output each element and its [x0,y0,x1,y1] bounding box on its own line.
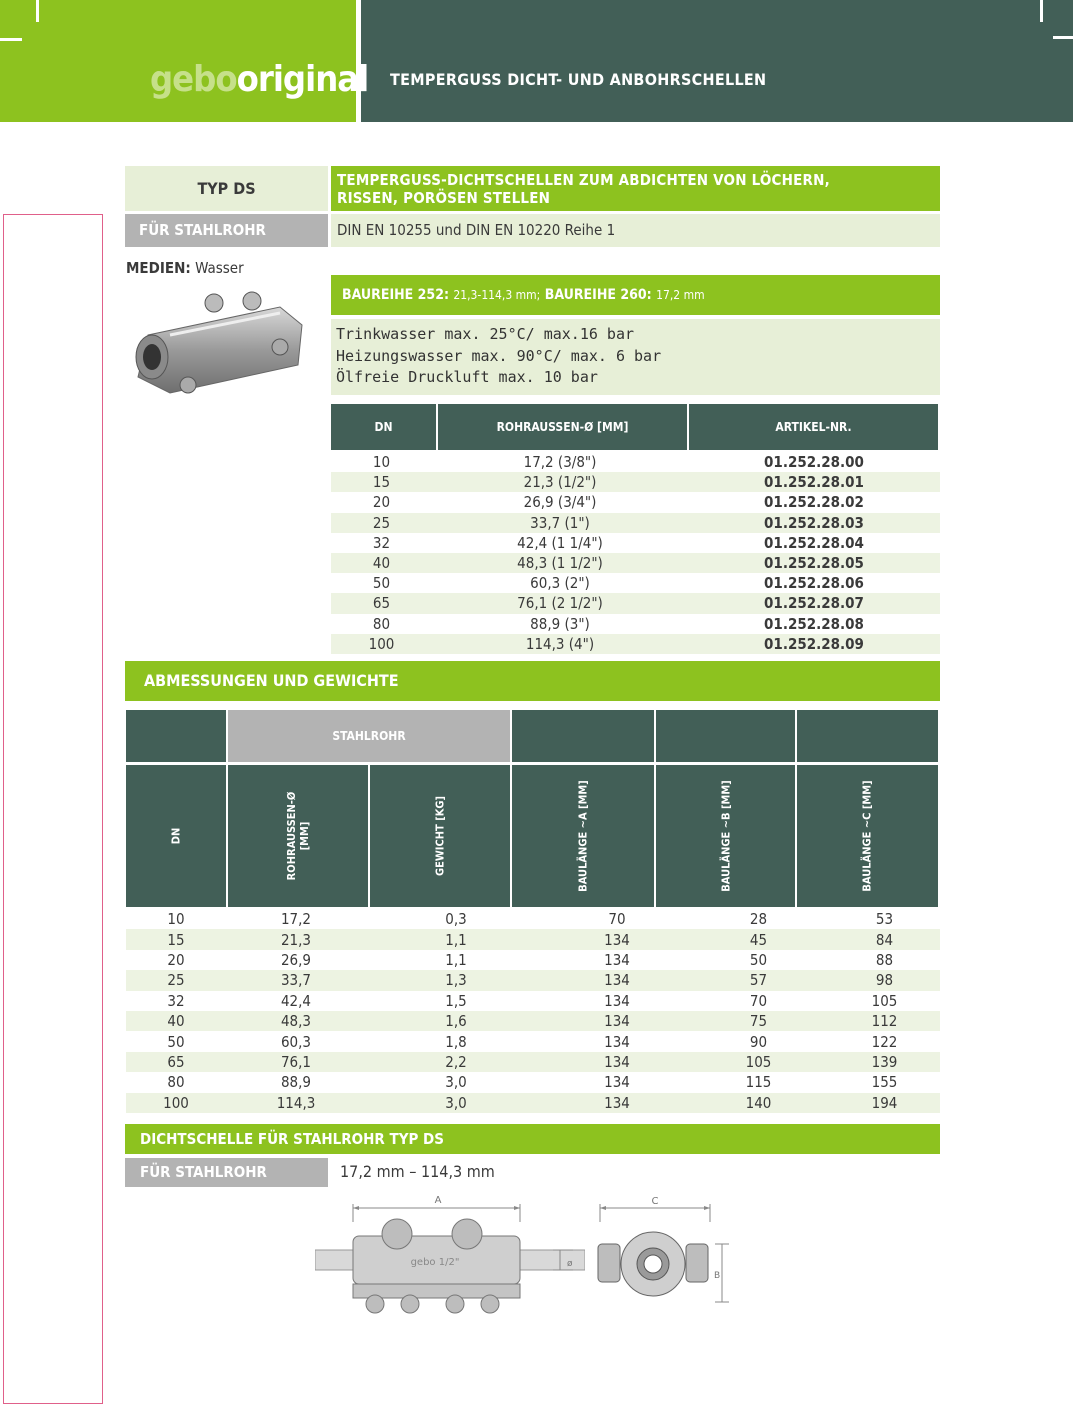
table-row [126,1052,940,1072]
cell-length-c: 194 [829,1093,940,1113]
table-row [126,1093,940,1113]
cell-diameter: 42,4 [280,991,312,1010]
table-row [331,492,940,512]
cell-diameter: 26,9 (3/4") [523,493,597,512]
cell-article: 01.252.28.09 [688,634,940,654]
th-dn: DN [331,404,436,450]
label-a: A [434,1195,442,1206]
cell-length-a: 134 [604,1032,630,1051]
cell-diameter: 76,1 (2 1/2") [432,593,688,613]
cell-weight: 1,3 [366,970,546,990]
logo: gebooriginal [150,59,369,100]
cell-article: 01.252.28.03 [688,513,940,533]
cell-dn: 40 [331,553,432,573]
cell-weight: 3,0 [445,1073,467,1092]
table-row [126,991,940,1011]
cell-dn: 65 [126,1052,226,1072]
cell-length-a: 134 [604,950,630,969]
cell-dn: 50 [372,574,391,593]
cell-length-c: 105 [871,991,898,1010]
th-diameter-cell [228,765,368,907]
th-length-c-cell [797,765,938,907]
th-weight-cell [370,765,510,907]
table-row [331,593,940,613]
table-row [331,513,940,533]
cell-diameter: 60,3 [280,1032,312,1051]
series-label-252: BAUREIHE 252: [342,287,449,303]
th-group-empty [656,710,795,762]
cell-article: 01.252.28.08 [764,614,864,633]
cell-dn: 10 [372,453,391,472]
table-row [126,909,940,929]
drawing-range: 17,2 mm – 114,3 mm [340,1162,495,1181]
label-diameter: ø [567,1259,573,1269]
cell-length-c: 155 [871,1073,898,1092]
clamp-photo [130,285,305,400]
cell-diameter: 60,3 (2") [530,574,590,593]
table-row [331,553,940,573]
cell-dn: 25 [126,970,226,990]
cell-length-b: 140 [688,1093,829,1113]
cell-weight: 3,0 [366,1093,546,1113]
cell-length-c: 112 [829,1011,940,1031]
cell-dn: 40 [126,1011,226,1031]
cell-length-b: 75 [688,1011,829,1031]
cell-article: 01.252.28.01 [688,472,940,492]
label-c: C [651,1196,659,1207]
cell-diameter: 114,3 [226,1093,366,1113]
cell-length-b: 90 [749,1032,768,1051]
product-headline-line1: TEMPERGUSS-DICHTSCHELLEN ZUM ABDICHTEN VON LÖCHERN, [337,171,830,189]
cell-length-c: 122 [871,1032,898,1051]
cell-dn: 10 [167,910,185,929]
crop-mark [36,0,39,22]
cell-diameter: 42,4 (1 1/4") [517,533,603,552]
cell-diameter: 33,7 [226,970,366,990]
usage-line: Trinkwasser max. 25°C/ max.16 bar [336,325,635,343]
side-view-drawing [315,1192,585,1332]
medien-label: MEDIEN: [126,259,191,277]
stamp-text: gebo 1/2" [410,1257,460,1268]
cell-dn: 80 [372,614,391,633]
th-group-empty [126,710,226,762]
cell-weight: 1,1 [445,950,467,969]
series-label-260: BAUREIHE 260: [544,287,652,303]
cell-weight: 1,5 [445,991,467,1010]
cell-dn: 100 [126,1093,226,1113]
cell-diameter: 17,2 (3/8") [523,453,597,472]
th-dim-length-c: BAULÄNGE ~C [MM] [860,780,874,892]
medien-value: Wasser [195,259,244,277]
cell-length-a: 134 [546,970,688,990]
drawing-for-label: FÜR STAHLROHR [125,1158,328,1187]
cell-length-c: 84 [829,929,940,949]
table-row [126,1031,940,1051]
th-article-no: ARTIKEL-NR. [689,404,938,450]
table-row [331,533,940,553]
usage-line: Heizungswasser max. 90°C/ max. 6 bar [336,346,662,365]
margin-frame [3,214,103,1404]
cell-weight: 0,3 [445,910,467,929]
cell-length-a: 70 [608,910,626,929]
cell-weight: 2,2 [366,1052,546,1072]
standard-text: DIN EN 10255 und DIN EN 10220 Reihe 1 [331,214,940,247]
cell-diameter: 21,3 (1/2") [432,472,688,492]
dimensions-title: ABMESSUNGEN UND GEWICHTE [125,661,940,701]
cell-article: 01.252.28.06 [764,574,864,593]
cell-dn: 15 [126,929,226,949]
cell-diameter: 76,1 [226,1052,366,1072]
table-row [331,614,940,634]
crop-mark [0,38,22,41]
article-table [331,452,940,654]
type-label: TYP DS [125,166,328,211]
product-headline [331,166,940,211]
cell-length-c: 139 [829,1052,940,1072]
cell-dn: 25 [331,513,432,533]
product-headline-line2: RISSEN, PORÖSEN STELLEN [337,189,551,207]
cell-article: 01.252.28.02 [764,493,864,512]
cell-length-a: 134 [546,1052,688,1072]
label-b: B [714,1271,721,1281]
cell-length-b: 115 [745,1073,772,1092]
cell-diameter: 33,7 (1") [432,513,688,533]
th-dim-length-a: BAULÄNGE ~A [MM] [576,780,590,892]
cell-length-b: 45 [688,929,829,949]
table-row [126,929,940,949]
cell-length-b: 70 [749,991,768,1010]
drawing-title: DICHTSCHELLE FÜR STAHLROHR TYP DS [125,1124,940,1154]
cell-dn: 15 [331,472,432,492]
cell-length-c: 53 [875,910,894,929]
table-row [126,950,940,970]
table-row [331,634,940,654]
th-length-a-cell [512,765,654,907]
cell-diameter: 26,9 [280,950,312,969]
th-group-empty [512,710,654,762]
cell-length-a: 134 [604,991,630,1010]
cell-dn: 32 [167,991,185,1010]
cell-dn: 20 [372,493,391,512]
cell-article: 01.252.28.04 [764,533,864,552]
cell-diameter: 114,3 (4") [432,634,688,654]
cell-article: 01.252.28.05 [688,553,940,573]
cell-dn: 100 [331,634,432,654]
crop-mark [1040,0,1043,22]
th-dim-diameter: ROHRAUSSEN-Ø [MM] [285,791,311,881]
th-dim-dn: DN [169,827,183,845]
table-row [331,472,940,492]
th-outer-diameter: ROHRAUSSEN-Ø [MM] [438,404,687,450]
th-dim-weight: GEWICHT [KG] [433,795,447,877]
th-group-empty [797,710,938,762]
table-row [331,573,940,593]
cell-article: 01.252.28.07 [688,593,940,613]
cell-length-a: 134 [546,929,688,949]
table-row [126,1072,940,1092]
cell-dn: 32 [372,533,391,552]
cell-dn: 80 [167,1073,185,1092]
cell-dn: 65 [331,593,432,613]
dimensions-table [126,909,940,1113]
medien [126,259,244,277]
cell-length-b: 105 [688,1052,829,1072]
table-row [126,970,940,990]
cell-diameter: 21,3 [226,929,366,949]
usage-box [331,319,940,395]
cell-length-b: 28 [749,910,768,929]
th-dim-length-b: BAULÄNGE ~B [MM] [719,780,733,892]
crop-mark [1053,36,1073,39]
series-value-260: 17,2 mm [656,288,705,302]
cell-diameter: 48,3 (1 1/2") [432,553,688,573]
cell-diameter: 48,3 [226,1011,366,1031]
cell-diameter: 88,9 [280,1073,312,1092]
cell-length-a: 134 [546,1093,688,1113]
cell-dn: 50 [167,1032,185,1051]
th-dn-cell [126,765,226,907]
for-steel-label: FÜR STAHLROHR [125,214,328,247]
th-group-steel: STAHLROHR [228,710,510,762]
table-row [126,1011,940,1031]
cell-length-b: 50 [749,950,768,969]
table-row [331,452,940,472]
cell-length-b: 57 [688,970,829,990]
cell-length-a: 134 [604,1073,630,1092]
cell-dn: 20 [167,950,185,969]
cell-weight: 1,1 [366,929,546,949]
cell-weight: 1,6 [366,1011,546,1031]
th-length-b-cell [656,765,795,907]
cell-diameter: 17,2 [280,910,312,929]
front-view-drawing [590,1192,740,1312]
cell-diameter: 88,9 (3") [530,614,590,633]
cell-weight: 1,8 [445,1032,467,1051]
header-dark-block [361,0,1073,122]
series-value-252: 21,3-114,3 mm; [453,288,541,302]
cell-article: 01.252.28.00 [764,453,864,472]
page-title: TEMPERGUSS DICHT- UND ANBOHRSCHELLEN [390,70,767,89]
cell-length-c: 88 [875,950,894,969]
cell-length-a: 134 [546,1011,688,1031]
usage-line: Ölfreie Druckluft max. 10 bar [336,368,598,386]
series-bar [331,275,940,315]
cell-length-c: 98 [829,970,940,990]
